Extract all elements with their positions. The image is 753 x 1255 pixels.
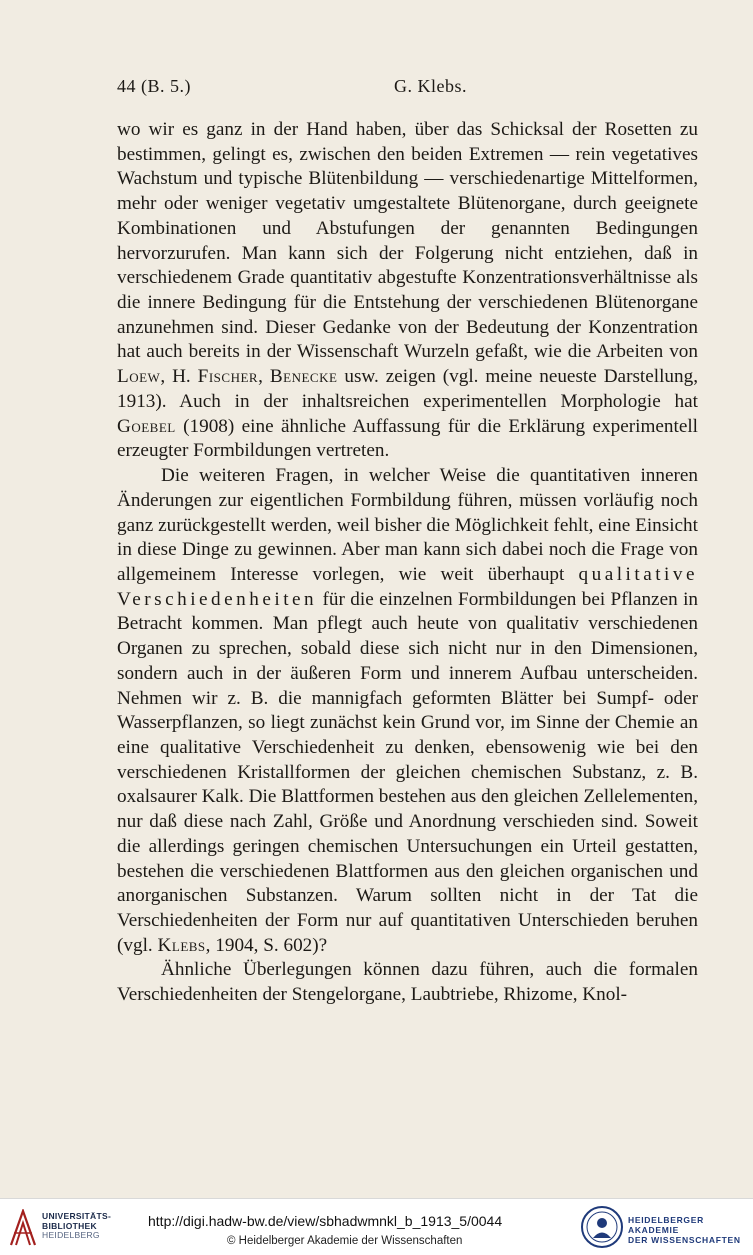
author-name: Loew: [117, 366, 161, 388]
author-name: Goebel: [117, 415, 176, 437]
paragraph-3: Ähnliche Überlegungen können dazu führen, auch die formalen Verschiedenheiten der Stengelorgane, Laubtriebe, Rhizome, Knol-: [117, 959, 698, 1006]
page-number: 44 (B. 5.): [117, 76, 191, 96]
viewer-footer: [0, 1198, 753, 1255]
running-header: [117, 76, 697, 102]
university-library-name: UNIVERSITÄTS- BIBLIOTHEK HEIDELBERG: [42, 1211, 112, 1241]
author-name: Klebs: [157, 934, 206, 956]
permalink-url[interactable]: http://digi.hadw-bw.de/view/sbhadwmnkl_b_1913_5/0044: [148, 1213, 503, 1229]
academy-name: HEIDELBERGER AKADEMIE DER WISSENSCHAFTEN: [628, 1215, 741, 1245]
copyright-notice: © Heidelberger Akademie der Wissenschaften: [227, 1235, 463, 1247]
university-library-logo-icon: [8, 1209, 38, 1247]
author-name: Fischer: [197, 366, 259, 388]
author-name: Benecke: [269, 366, 338, 388]
emphasized-phrase: qualitative Verschiedenheiten: [117, 563, 698, 610]
academy-seal-icon: [580, 1205, 624, 1249]
paragraph-2: Die weiteren Fragen, in welcher Weise die quantitativen inneren Änderungen zur eigentlichen Formbildung führen, müssen vorläufig noch ganz zurückgestellt werden, weil bisher die Möglichkeit fehlt, eine Einsicht in diese Dinge zu gewinnen. Aber man kann sich dabei noch die Frage von allgemeinem Interesse vorlegen, wie weit überhaupt qualitative Verschiedenheiten für die einzelnen Formbildungen bei Pflanzen in Betracht kommen. Man pflegt auch heute von qualitativ verschiedenen Organen zu sprechen, sobald diese sich nicht nur in den Dimensionen, sondern auch in der äußeren Form und innerem Aufbau unterscheiden. Nehmen wir z. B. die mannigfach geformten Blätter bei Sumpf- oder Wasserpflanzen, so liegt zunächst kein Grund vor, im Sinne der Chemie an eine qualitative Verschiedenheit zu denken, ebensowenig wie bei den verschiedenen Kristallformen der gleichen chemischen Substanz, z. B. oxalsaurer Kalk. Die Blattformen bestehen aus den gleichen Zellelementen, nur daß diese nach Zahl, Größe und Anordnung verschieden sind. Soweit die allerdings geringen chemischen Untersuchungen ein Urteil gestatten, bestehen die verschiedenen Blattformen aus den gleichen organischen und anorganischen Substanzen. Warum sollten nicht in der Tat die Verschiedenheiten der Form nur auf quantitativen Unterschieden beruhen (vgl. Klebs, 1904, S. 602)?: [117, 465, 698, 956]
running-head-author: G. Klebs.: [394, 76, 467, 96]
paragraph-1: wo wir es ganz in der Hand haben, über das Schicksal der Rosetten zu bestimmen, gelingt es, zwischen den beiden Extremen — rein vegetatives Wachstum und typische Blütenbildung — verschiedenartige Mittelformen, mehr oder weniger vegetativ umgestaltete Blütenorgane, durch geeignete Kombinationen und Abstufungen der genannten Bedingungen hervorzurufen. Man kann sich der Folgerung nicht entziehen, daß in verschiedenem Grade quantitativ abgestufte Konzentrationsverhältnisse als die innere Bedingung für die Entstehung der verschiedenen Blütenorgane anzunehmen sind. Dieser Gedanke von der Bedeutung der Konzentration hat auch bereits in der Wissenschaft Wurzeln gefaßt, wie die Arbeiten von Loew, H. Fischer, Benecke usw. zeigen (vgl. meine neueste Darstellung, 1913). Auch in der inhaltsreichen experimentellen Morphologie hat Goebel (1908) eine ähnliche Auffassung für die Erklärung experimentell erzeugter Formbildungen vertreten.: [117, 119, 699, 462]
body-text: [117, 118, 698, 1008]
